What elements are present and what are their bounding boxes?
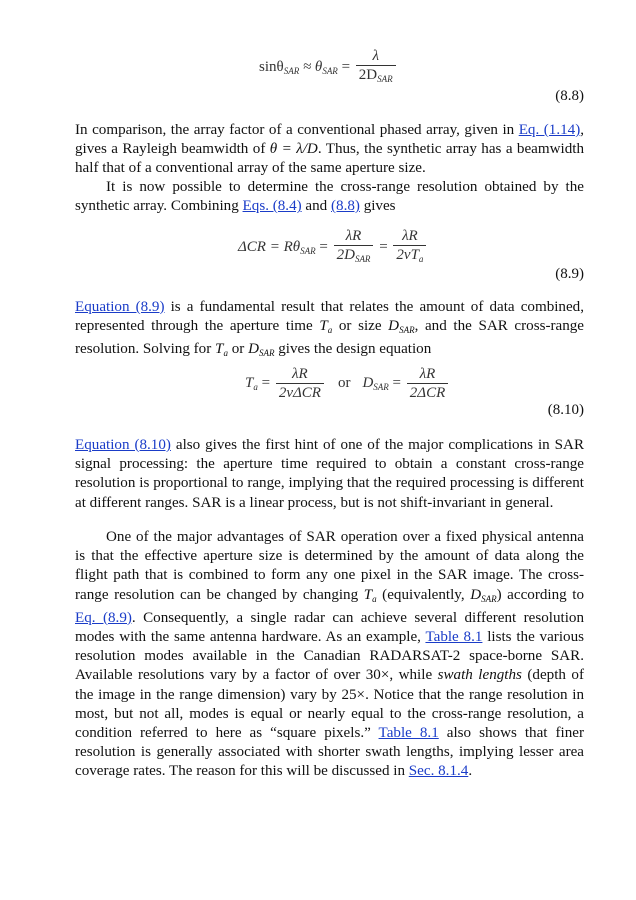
equation-8-10-body (245, 366, 450, 401)
eq-numerator: λR (407, 366, 448, 384)
eq-denominator (393, 246, 426, 267)
text-run: gives (359, 198, 396, 215)
eq-text: 2vT (396, 247, 419, 263)
text-run: ) according to (496, 586, 584, 603)
text-run: (equivalently, (376, 586, 471, 603)
section-link[interactable]: Sec. 8.1.4 (408, 763, 469, 780)
inline-math: θ = λ/D (269, 141, 318, 158)
text-run: or (227, 341, 249, 358)
eq-text: D (362, 374, 374, 391)
eq-numerator: λR (334, 228, 374, 246)
eq-subscript: SAR (300, 245, 316, 256)
eq-fraction (276, 366, 324, 401)
eq-text: ΔCR = Rθ (238, 238, 301, 255)
eq-denominator: 2ΔCR (409, 385, 446, 401)
eq-fraction (334, 228, 374, 267)
eq-text: 2D (358, 67, 378, 83)
inline-subscript: SAR (258, 348, 275, 359)
equation-8-9-body (238, 228, 428, 267)
inline-math: D (470, 586, 482, 603)
inline-subscript: a (223, 348, 228, 359)
eq-denominator (356, 66, 396, 87)
inline-subscript: SAR (399, 325, 415, 336)
eq-subscript: SAR (373, 381, 389, 392)
eq-text: sinθ (259, 58, 284, 75)
inline-subscript: a (372, 593, 377, 604)
equation-link[interactable]: Equation (8.10) (75, 437, 171, 453)
paragraph (75, 528, 584, 782)
equation-8-8-body (259, 48, 398, 87)
equation-8-9 (75, 224, 584, 286)
paragraph (75, 298, 584, 364)
inline-math: D (248, 341, 259, 358)
eq-fraction (393, 228, 426, 267)
equation-number: (8.9) (555, 266, 584, 282)
eq-numerator: λR (393, 228, 426, 246)
eq-text: = (388, 374, 405, 391)
eq-subscript: SAR (283, 65, 300, 76)
text-run: . Thus, the synthetic array has a beamwidth half that of a conventional array of the same aperture size. (75, 141, 584, 177)
inline-math: T (363, 586, 373, 603)
eq-text: = (257, 374, 274, 391)
text-run: or size (332, 318, 389, 335)
inline-subscript: a (327, 325, 333, 336)
equation-number: (8.8) (555, 88, 584, 104)
eq-subscript: a (418, 254, 424, 264)
emphasis: swath lengths (437, 667, 522, 684)
text-run: , gives a Rayleigh beamwidth of (75, 122, 584, 158)
eq-numerator: λR (276, 366, 324, 384)
inline-math: T (215, 341, 224, 358)
equation-number: (8.10) (547, 402, 584, 418)
text-run: is a fundamental result that relates the amount of data combined, represented through the aperture time (75, 299, 584, 335)
eq-text: or (337, 374, 351, 391)
text-run: One of the major advantages of SAR operation over a fixed physical antenna is that the effective aperture size is determined by the amount of data along the flight path that is combined to form any one pixel in the SAR image. The cross-range resolution can be changed by changing (75, 529, 584, 603)
text-run: gives the design equation (274, 341, 432, 358)
inline-math: D (388, 318, 400, 335)
equation-link[interactable]: Eq. (1.14) (518, 122, 581, 138)
eq-fraction (356, 48, 396, 87)
eq-subscript: SAR (377, 74, 393, 84)
text-run: also shows that finer resolution is generally associated with shorter swath lengths, implying lesser area coverage rates. The reason for this will be discussed in (75, 725, 585, 780)
text-run: In comparison, the array factor of a conventional phased array, given in (75, 122, 519, 138)
eq-subscript: SAR (354, 254, 371, 264)
eq-subscript: a (253, 381, 258, 392)
text-run: , and the SAR cross-range resolution. Solving for (75, 318, 585, 358)
text-run: lists the various resolution modes available in the Canadian RADARSAT-2 space-borne SAR. Available resolutions vary by a factor of over 30×, while (75, 629, 584, 684)
text-run: . (468, 763, 473, 780)
text-run: . Consequently, a single radar can achieve several different resolution modes with the same antenna hardware. As an example, (75, 609, 585, 646)
paragraph (75, 178, 584, 216)
eq-numerator: λ (356, 48, 396, 66)
eq-text: ≈ θ (299, 58, 323, 75)
table-link[interactable]: Table 8.1 (378, 725, 439, 742)
eq-text: 2D (336, 247, 355, 263)
eq-subscript: SAR (322, 65, 338, 76)
equation-link[interactable]: Equation (8.9) (75, 299, 165, 315)
equation-8-8 (75, 44, 584, 106)
equation-link[interactable]: Eq. (8.9) (75, 609, 132, 626)
eq-text: = (315, 238, 332, 255)
inline-math: T (319, 318, 328, 335)
inline-subscript: SAR (481, 593, 497, 604)
equation-8-10 (75, 362, 584, 424)
text-run: (depth of the image in the range dimension) vary by 25×. Notice that the range resolution in most, but not all, modes is equal or nearly equal to the cross-range resolution, a condition referred to here as “square pixels.” (75, 667, 584, 742)
table-link[interactable]: Table 8.1 (425, 629, 483, 646)
eq-fraction (407, 366, 448, 401)
eq-denominator (334, 246, 374, 267)
equation-link[interactable]: Eqs. (8.4) (242, 198, 302, 215)
equation-link[interactable]: (8.8) (331, 198, 360, 215)
paragraph (75, 436, 584, 513)
text-run: It is now possible to determine the cross-range resolution obtained by the synthetic array. Combining (75, 179, 584, 215)
eq-denominator: 2vΔCR (278, 385, 321, 401)
paragraph (75, 121, 584, 179)
text-run: also gives the first hint of one of the major complications in SAR signal processing: the aperture time required to obtain a constant cross-range resolution is proportional to range, implying that the required processing is different at different ranges. SAR is a linear process, but is not shift-invariant in general. (75, 437, 585, 511)
eq-text: = (375, 238, 392, 255)
eq-text: = (337, 58, 354, 75)
eq-text: T (245, 374, 254, 391)
text-run: and (301, 198, 331, 215)
